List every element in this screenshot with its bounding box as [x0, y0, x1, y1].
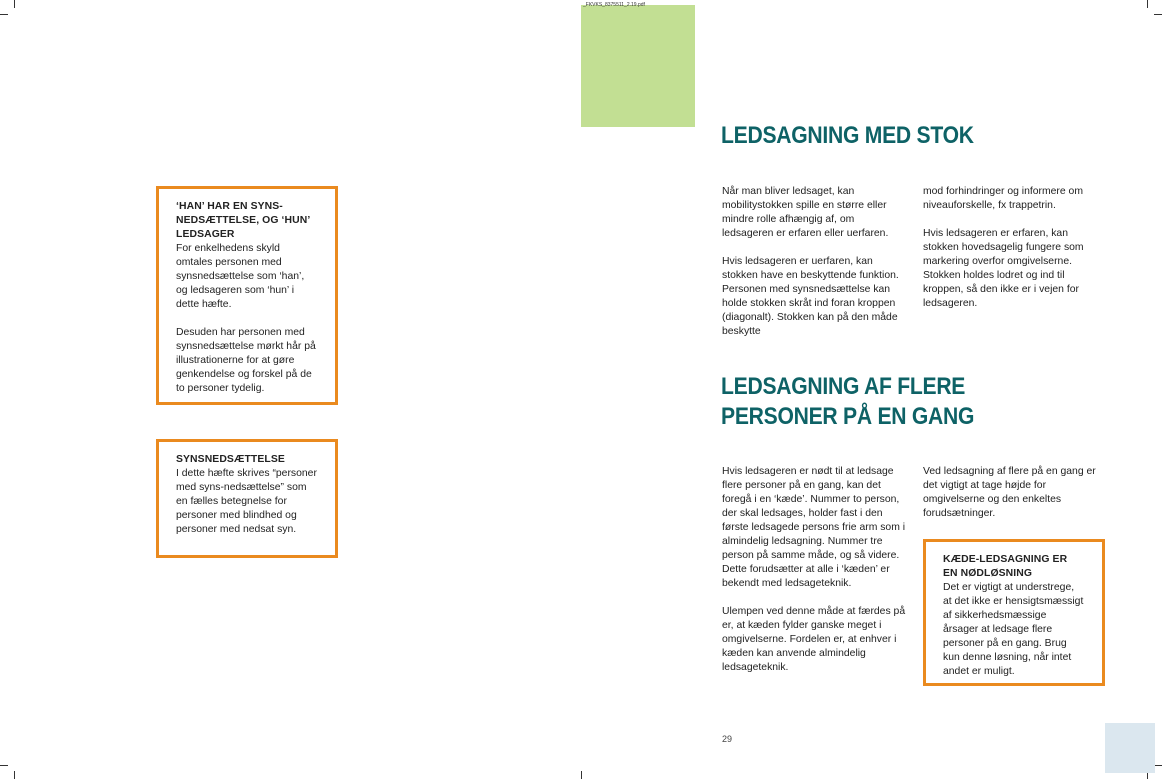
info-box-kaede: [923, 539, 1105, 686]
blue-color-block: [1105, 723, 1155, 773]
info-box-title: ‘HAN’ HAR EN SYNS-NEDSÆTTELSE, OG ‘HUN’ LEDSAGER: [176, 201, 310, 240]
info-box-paragraph: Desuden har personen med synsnedsættelse mørkt hår på illustrationerne for at gøre genkendelse og forskel på de to personer tydelig.: [176, 327, 316, 394]
body-paragraph: Ved ledsagning af flere på en gang er det vigtigt at tage højde for omgivelserne og den enkeltes forudsætninger.: [923, 466, 1096, 519]
crop-mark: [1147, 0, 1148, 8]
crop-mark: [1154, 14, 1162, 15]
crop-mark: [14, 0, 15, 8]
section1-column-left: [722, 185, 907, 339]
info-box-paragraph: I dette hæfte skrives “personer med syns-nedsættelse” som en fælles betegnelse for personer med blindhed og personer med nedsat syn.: [176, 468, 317, 535]
section1-column-right: [923, 185, 1105, 311]
body-paragraph: Hvis ledsageren er uerfaren, kan stokken have en beskyttende funktion. Personen med synsnedsættelse kan holde stokken skråt ind foran kroppen (diagonalt). Stokken kan på den måde beskytte: [722, 256, 899, 337]
crop-mark: [0, 765, 8, 766]
body-paragraph: Når man bliver ledsaget, kan mobilitystokken spille en større eller mindre rolle afhængig af, om ledsageren er erfaren eller uerfaren.: [722, 186, 889, 239]
info-box-paragraph: For enkelhedens skyld omtales personen med synsnedsættelse som ‘han’, og ledsageren som ‘hun’ i dette hæfte.: [176, 243, 305, 310]
body-paragraph: mod forhindringer og informere om niveauforskelle, fx trappetrin.: [923, 186, 1083, 211]
info-box-title: SYNSNEDSÆTTELSE: [176, 454, 285, 465]
crop-mark: [14, 771, 15, 779]
info-box-han-hun: [156, 186, 338, 405]
section2-column-left: [722, 465, 907, 675]
section-heading-line: PERSONER PÅ EN GANG: [721, 403, 975, 430]
section-heading-line: LEDSAGNING AF FLERE: [721, 373, 966, 400]
file-label: _FKVKS_8375511_2.19.pdf: [583, 2, 645, 8]
page-number: 29: [722, 734, 733, 744]
info-box-paragraph: Det er vigtigt at understrege, at det ikke er hensigtsmæssigt af sikkerhedsmæssige årsager at ledsage flere personer på en gang. Brug kun denne løsning, når intet andet er muligt.: [943, 582, 1084, 677]
body-paragraph: Hvis ledsageren er erfaren, kan stokken hovedsagelig fungere som markering overfor omgivelserne. Stokken holdes lodret og ind til kroppen, så den ikke er i vejen for ledsageren.: [923, 228, 1084, 309]
info-box-synsnedsaettelse: [156, 439, 338, 558]
crop-mark: [581, 771, 582, 779]
body-paragraph: Hvis ledsageren er nødt til at ledsage flere personer på en gang, kan det foregå i en ‘kæde’. Nummer to person, der skal ledsages, holder fast i den første ledsagede persons frie arm som i almindelig ledsagning. Nummer tre person på samme måde, og så videre. Dette forudsætter at alle i ‘kæden’ er bekendt med ledsageteknik.: [722, 466, 906, 589]
crop-mark: [0, 14, 8, 15]
info-box-title: KÆDE-LEDSAGNING ER EN NØDLØSNING: [943, 554, 1068, 579]
crop-mark: [1154, 765, 1162, 766]
section2-column-right: [923, 465, 1105, 521]
green-color-block: [581, 5, 695, 127]
body-paragraph: Ulempen ved denne måde at færdes på er, at kæden fylder ganske meget i omgivelserne. Fordelen er, at enhver i kæden kan anvende almindelig ledsageteknik.: [722, 606, 906, 673]
section-heading-stok: LEDSAGNING MED STOK: [721, 122, 974, 149]
